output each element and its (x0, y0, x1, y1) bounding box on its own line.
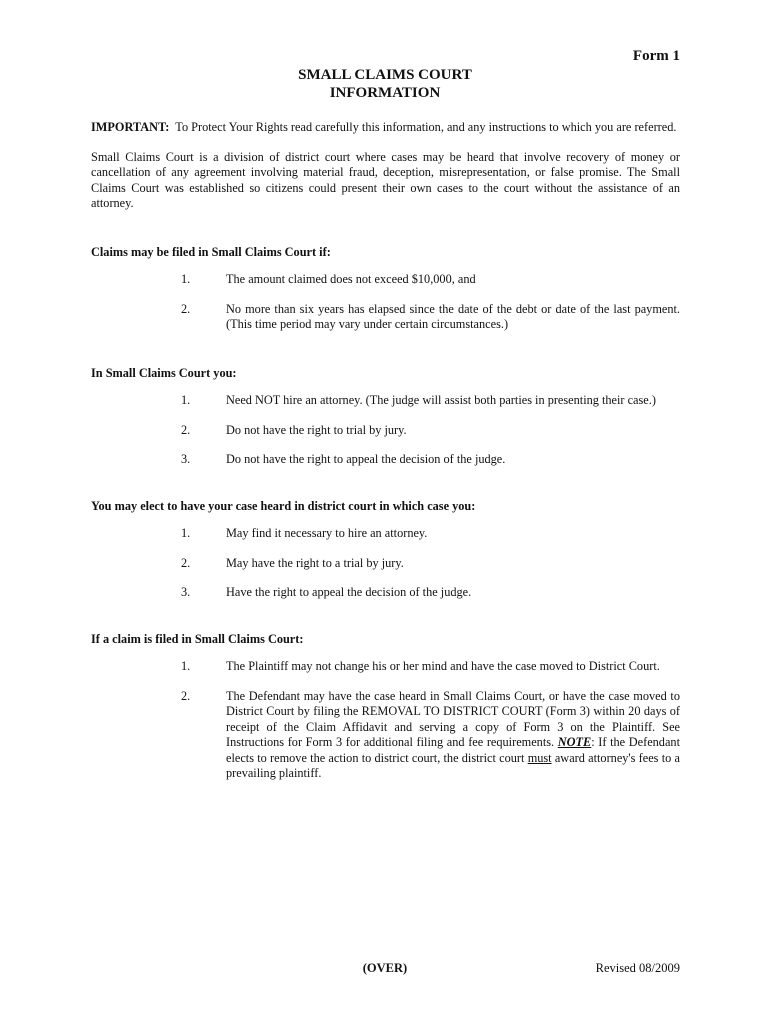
list-item (91, 423, 680, 439)
item-text: Do not have the right to appeal the decision of the judge. (226, 452, 506, 466)
title-line-2: INFORMATION (329, 85, 441, 101)
section-heading: You may elect to have your case heard in district court in which case you: (91, 498, 476, 513)
item-number: 1. (181, 526, 191, 540)
list-item (91, 585, 680, 601)
important-notice (91, 120, 680, 136)
list-item (91, 526, 680, 542)
numbered-list (91, 526, 680, 601)
numbered-list (91, 659, 680, 782)
item-number: 1. (181, 659, 191, 673)
item-text: Have the right to appeal the decision of the judge. (226, 585, 472, 599)
item-text: May have the right to a trial by jury. (226, 555, 404, 570)
item-text: Need NOT hire an attorney. (The judge will assist both parties in presenting their case.) (226, 393, 656, 407)
document-body (91, 120, 680, 796)
important-text: To Protect Your Rights read carefully this information, and any instructions to which you are referred. (175, 120, 677, 134)
section-claims-filed (91, 245, 680, 333)
page-title (0, 66, 770, 102)
item-text: The amount claimed does not exceed $10,000, and (226, 272, 476, 286)
section-heading: In Small Claims Court you: (91, 365, 237, 380)
section-heading: If a claim is filed in Small Claims Court: (91, 631, 304, 646)
item-number: 2. (181, 688, 191, 703)
item-text-part-a: The Defendant may have the case heard in Small Claims Court, or have the case moved to District Court by filing the REMOVAL TO DISTRICT COURT (Form 3) within 20 days of receipt of the Claim Affidavit and serving a copy of Form 3 on the Plaintiff. See Instructions for Form 3 for additional filing and fee requirements. (226, 688, 680, 749)
must-word: must (527, 750, 552, 765)
item-text-part-b: : If the Defendant elects to remove the action to district court, the district court (226, 735, 680, 765)
list-item (91, 302, 680, 333)
item-number: 1. (181, 393, 191, 407)
item-number: 2. (181, 422, 191, 437)
over-indicator: (OVER) (362, 961, 408, 975)
numbered-list (91, 272, 680, 333)
section-heading: Claims may be filed in Small Claims Court if: (91, 244, 331, 259)
item-text: No more than six years has elapsed since the date of the debt or date of the last payment. (This time period may vary under certain circumstances.) (226, 301, 680, 331)
note-label: NOTE (557, 735, 592, 749)
item-number: 2. (181, 301, 191, 316)
item-number: 2. (181, 555, 191, 570)
item-text: Do not have the right to trial by jury. (226, 422, 407, 437)
section-in-small-claims (91, 366, 680, 468)
section-claim-filed (91, 632, 680, 782)
revision-date: Revised 08/2009 (595, 961, 680, 975)
item-number: 3. (181, 585, 191, 599)
item-text: May find it necessary to hire an attorney. (226, 526, 428, 540)
form-number: Form 1 (632, 48, 680, 64)
list-item (91, 272, 680, 288)
important-label: IMPORTANT: (91, 120, 170, 134)
list-item (91, 452, 680, 468)
item-number: 3. (181, 452, 191, 466)
title-line-1: SMALL CLAIMS COURT (298, 67, 472, 83)
item-text: The Plaintiff may not change his or her mind and have the case moved to District Court. (226, 659, 660, 673)
intro-paragraph: Small Claims Court is a division of district court where cases may be heard that involve recovery of money or cancellation of any agreement involving material fraud, deception, misrepresentation, or false promise. The Small Claims Court was established so citizens could present their own cases to the court without the assistance of an attorney. (91, 149, 680, 210)
numbered-list (91, 393, 680, 468)
item-text-part-c: award attorney's fees to a prevailing plaintiff. (226, 750, 680, 780)
section-district-court-election (91, 499, 680, 601)
list-item (91, 659, 680, 675)
item-number: 1. (181, 272, 191, 286)
item-text (226, 689, 680, 781)
list-item (91, 689, 680, 782)
list-item (91, 393, 680, 409)
list-item (91, 556, 680, 572)
